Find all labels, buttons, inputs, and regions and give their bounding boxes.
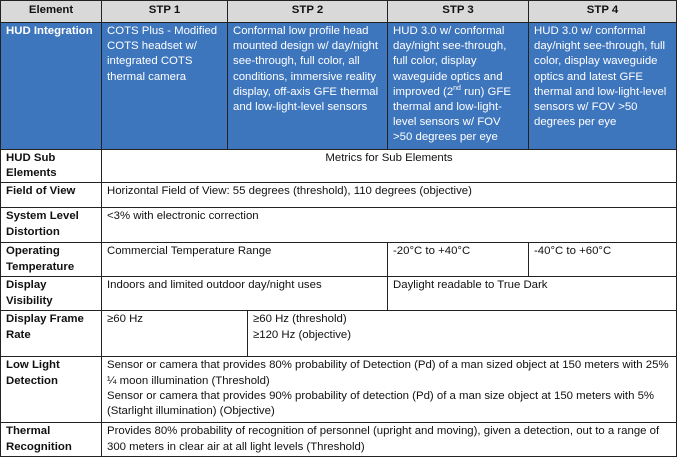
fov-row <box>1 183 677 208</box>
thermal-value: Provides 80% probability of recognition of personnel (upright and moving), given a detection, out to a range of 300 meters in clear air at all light levels (Threshold) <box>102 423 677 457</box>
header-stp4: STP 4 <box>529 1 677 23</box>
header-row <box>1 1 677 23</box>
header-stp1: STP 1 <box>102 1 228 23</box>
header-stp2: STP 2 <box>228 1 388 23</box>
low-light-row <box>1 357 677 423</box>
low-light-value <box>102 357 677 423</box>
visibility-stp12: Indoors and limited outdoor day/night uses <box>102 277 388 311</box>
temperature-stp12: Commercial Temperature Range <box>102 243 388 277</box>
hud-integration-stp3-sup: nd <box>453 85 461 93</box>
temperature-stp3: -20°C to +40°C <box>388 243 529 277</box>
low-light-threshold: Sensor or camera that provides 80% probability of Detection (Pd) of a man sized object at 150 meters with 25% ¼ moon illumination (Threshold) <box>107 359 669 387</box>
fov-value: Horizontal Field of View: 55 degrees (threshold), 110 degrees (objective) <box>102 183 677 208</box>
visibility-label: Display Visibility <box>1 277 102 311</box>
low-light-objective: Sensor or camera that provides 90% probability of detection (Pd) of a man size object at 150 meters with 5% (Starlight illumination) (Objective) <box>107 389 655 418</box>
frame-rate-rest <box>248 311 677 357</box>
hud-integration-stp3-before: HUD 3.0 w/ conformal day/night see-through, full color, display waveguide optics and improved (2 <box>393 25 507 98</box>
hud-integration-stp3 <box>388 23 529 150</box>
fov-label: Field of View <box>1 183 102 208</box>
temperature-stp4: -40°C to +60°C <box>529 243 677 277</box>
frame-rate-objective: ≥120 Hz (objective) <box>253 328 352 341</box>
distortion-label: System Level Distortion <box>1 208 102 243</box>
frame-rate-stp1: ≥60 Hz <box>102 311 248 357</box>
frame-rate-row <box>1 311 677 357</box>
header-element: Element <box>1 1 102 23</box>
visibility-row <box>1 277 677 311</box>
frame-rate-threshold: ≥60 Hz (threshold) <box>253 313 347 326</box>
distortion-row <box>1 208 677 243</box>
hud-integration-stp3-after: run) GFE thermal and low-light-level sensors w/ FOV >50 degrees per eye <box>393 85 511 144</box>
hud-integration-stp2: Conformal low profile head mounted design w/ day/night see-through, full color, all conditions, immersive reality display, off-axis GFE thermal and low-light-level sensors <box>228 23 388 150</box>
visibility-stp34: Daylight readable to True Dark <box>388 277 677 311</box>
distortion-value: <3% with electronic correction <box>102 208 677 243</box>
hud-integration-label: HUD Integration <box>1 23 102 150</box>
temperature-label: Operating Temperature <box>1 243 102 277</box>
hud-integration-stp4: HUD 3.0 w/ conformal day/night see-through, full color, display waveguide optics and latest GFE thermal and low-light-level sensors w/ FOV >50 degrees per eye <box>529 23 677 150</box>
thermal-row <box>1 423 677 457</box>
hud-sub-label: HUD Sub Elements <box>1 150 102 183</box>
hud-sub-row <box>1 150 677 183</box>
frame-rate-label: Display Frame Rate <box>1 311 102 357</box>
temperature-row <box>1 243 677 277</box>
header-stp3: STP 3 <box>388 1 529 23</box>
thermal-label: Thermal Recognition <box>1 423 102 457</box>
hud-integration-stp1: COTS Plus - Modified COTS headset w/ integrated COTS thermal camera <box>102 23 228 150</box>
hud-integration-row <box>1 23 677 150</box>
low-light-label: Low Light Detection <box>1 357 102 423</box>
hud-sub-value: Metrics for Sub Elements <box>102 150 677 183</box>
